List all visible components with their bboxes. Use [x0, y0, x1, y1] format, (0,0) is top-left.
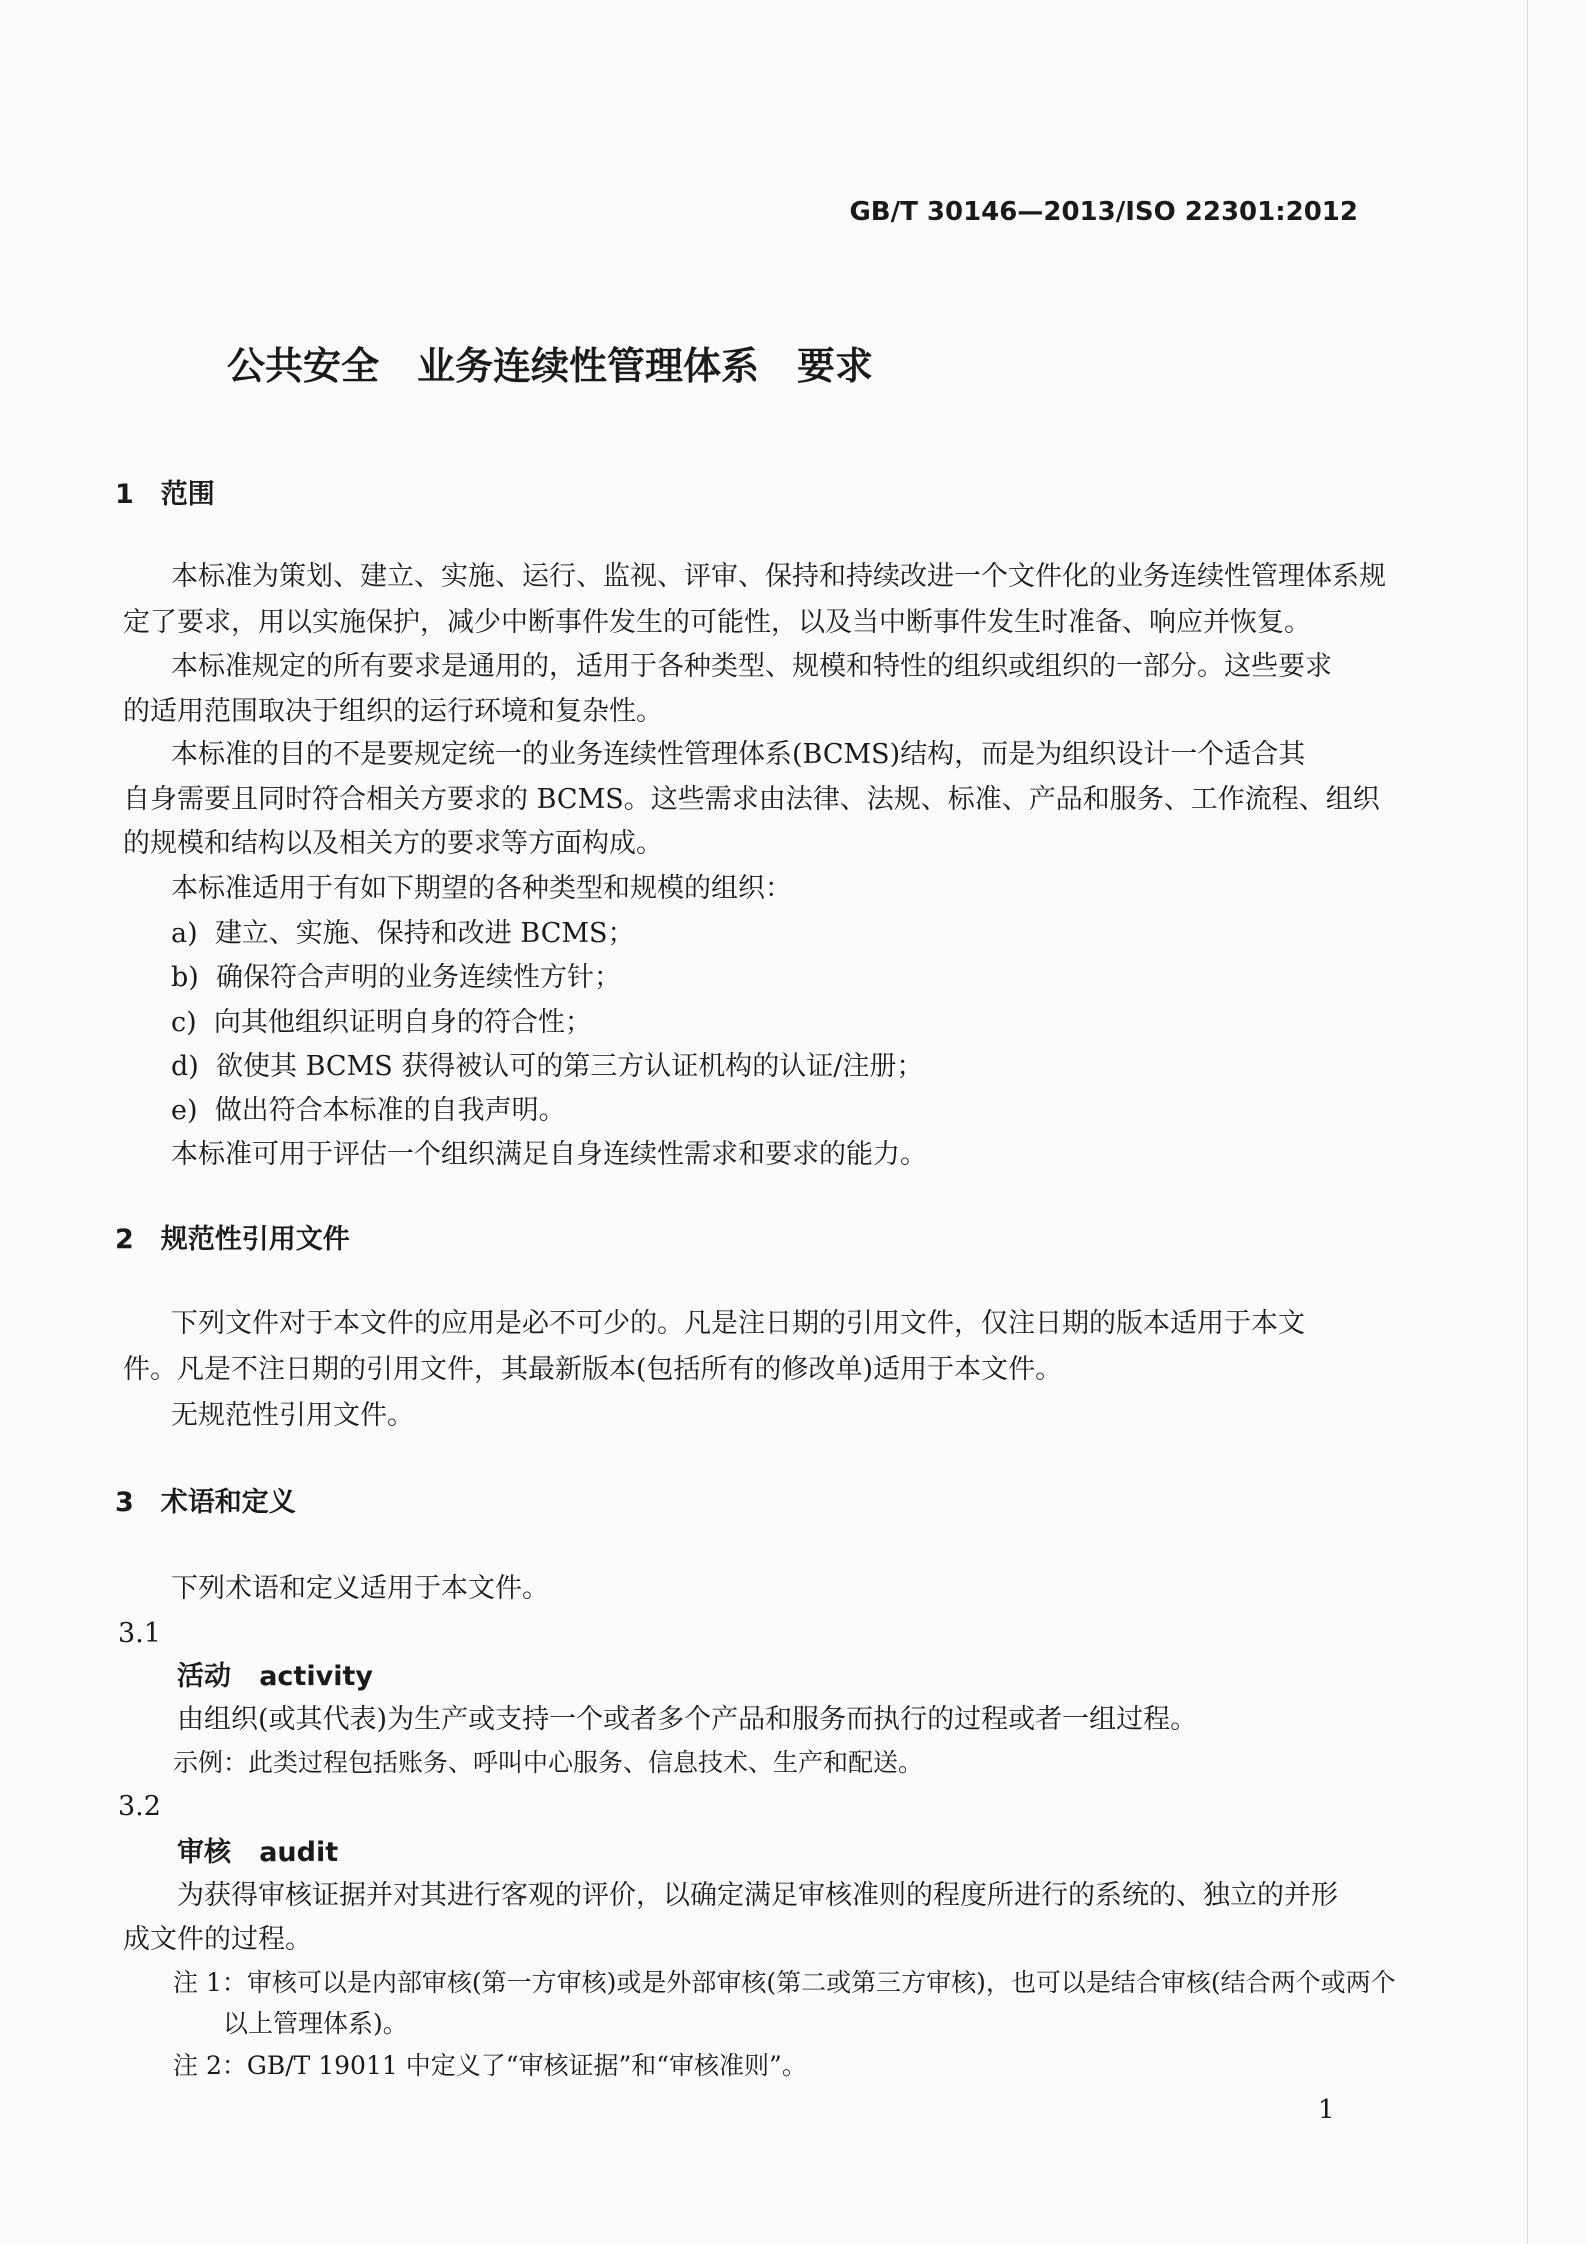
section-heading-terms: 3 术语和定义 [115, 1487, 296, 1518]
list-text: 欲使其 BCMS 获得被认可的第三方认证机构的认证/注册； [216, 1051, 924, 1082]
term-zh: 活动 [177, 1661, 231, 1692]
list-item-a [171, 916, 635, 952]
term-en: activity [259, 1661, 373, 1692]
paragraph-line: 的规模和结构以及相关方的要求等方面构成。 [123, 828, 663, 859]
term-note: 注 1：审核可以是内部审核(第一方审核)或是外部审核(第二或第三方审核)，也可以是结合审核(结合两个或两个 [173, 1968, 1396, 1997]
list-marker: c) [171, 1007, 197, 1038]
list-text: 做出符合本标准的自我声明。 [214, 1095, 566, 1126]
paragraph-line: 本标准为策划、建立、实施、运行、监视、评审、保持和持续改进一个文件化的业务连续性管理体系规 [171, 561, 1386, 592]
paragraph-line: 本标准规定的所有要求是通用的，适用于各种类型、规模和特性的组织或组织的一部分。这些要求 [171, 651, 1332, 682]
list-marker: e) [171, 1095, 198, 1126]
paragraph-line: 下列文件对于本文件的应用是必不可少的。凡是注日期的引用文件，仅注日期的版本适用于本文 [171, 1308, 1305, 1339]
page-number: 1 [1318, 2095, 1335, 2125]
scan-edge-line [1527, 0, 1528, 2244]
term-number: 3.1 [118, 1618, 161, 1649]
page-title: 公共安全 业务连续性管理体系 要求 [226, 344, 873, 388]
list-item-c [171, 1005, 592, 1041]
paragraph-line: 的适用范围取决于组织的运行环境和复杂性。 [123, 696, 663, 727]
list-text: 向其他组织证明自身的符合性； [213, 1007, 592, 1038]
term-definition: 由组织(或其代表)为生产或支持一个或者多个产品和服务而执行的过程或者一组过程。 [177, 1704, 1198, 1735]
term-example: 示例：此类过程包括账务、呼叫中心服务、信息技术、生产和配送。 [173, 1748, 924, 1777]
term-en: audit [259, 1837, 339, 1868]
section-heading-references: 2 规范性引用文件 [115, 1224, 350, 1255]
term-number: 3.2 [118, 1791, 161, 1822]
paragraph-line: 无规范性引用文件。 [171, 1400, 414, 1431]
list-text: 确保符合声明的业务连续性方针； [216, 962, 621, 993]
list-item-d [171, 1049, 923, 1085]
paragraph-line: 自身需要且同时符合相关方要求的 BCMS。这些需求由法律、法规、标准、产品和服务、工作流程、组织 [123, 784, 1380, 815]
list-marker: b) [171, 962, 199, 993]
term-note: 以上管理体系)。 [223, 2009, 408, 2038]
term-definition: 成文件的过程。 [123, 1924, 312, 1955]
paragraph-line: 本标准可用于评估一个组织满足自身连续性需求和要求的能力。 [171, 1139, 927, 1170]
paragraph-line: 本标准适用于有如下期望的各种类型和规模的组织： [171, 873, 792, 904]
term-title [177, 1835, 338, 1871]
term-zh: 审核 [177, 1837, 231, 1868]
list-marker: d) [171, 1051, 199, 1082]
paragraph-line: 定了要求，用以实施保护，减少中断事件发生的可能性，以及当中断事件发生时准备、响应并恢复。 [123, 607, 1311, 638]
section-heading-scope: 1 范围 [115, 479, 215, 510]
standard-code: GB/T 30146—2013/ISO 22301:2012 [849, 197, 1358, 227]
paragraph-line: 本标准的目的不是要规定统一的业务连续性管理体系(BCMS)结构，而是为组织设计一个适合其 [171, 739, 1306, 770]
term-title [177, 1659, 373, 1695]
term-note: 注 2：GB/T 19011 中定义了“审核证据”和“审核准则”。 [173, 2051, 807, 2080]
paragraph-line: 件。凡是不注日期的引用文件，其最新版本(包括所有的修改单)适用于本文件。 [123, 1354, 1063, 1385]
list-item-b [171, 960, 621, 996]
term-definition: 为获得审核证据并对其进行客观的评价，以确定满足审核准则的程度所进行的系统的、独立的并形 [177, 1880, 1338, 1911]
list-item-e [171, 1093, 566, 1129]
list-text: 建立、实施、保持和改进 BCMS； [214, 918, 635, 949]
paragraph-line: 下列术语和定义适用于本文件。 [171, 1573, 549, 1604]
list-marker: a) [171, 918, 198, 949]
